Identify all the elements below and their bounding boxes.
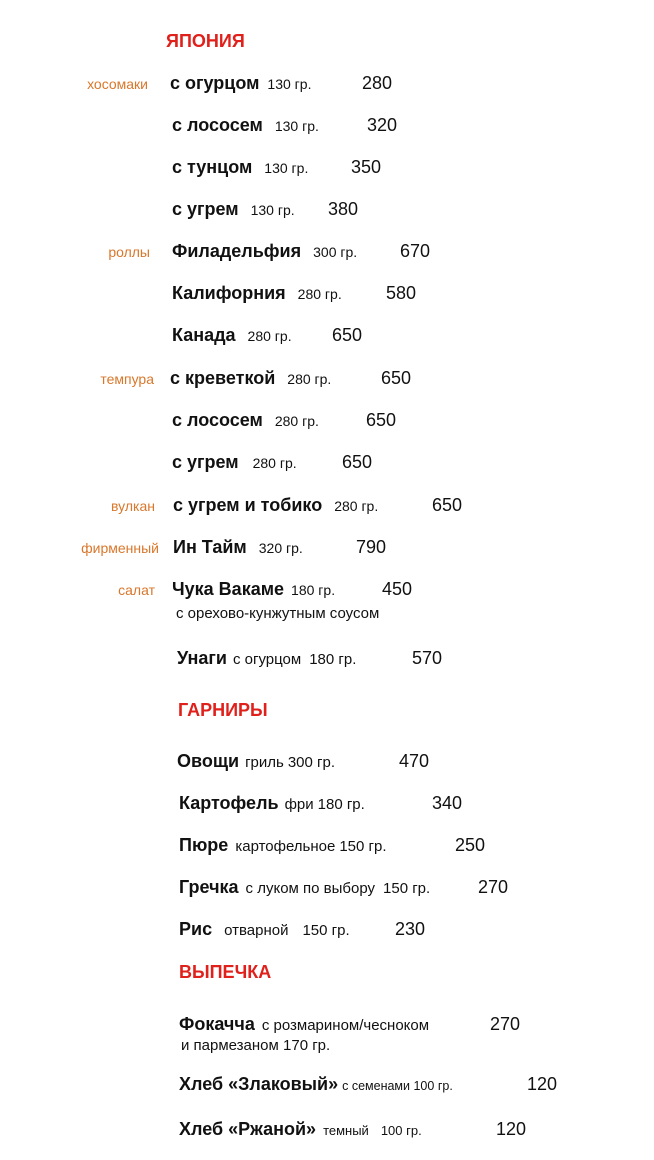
- menu-item: [179, 793, 365, 814]
- item-name: Пюре: [179, 835, 229, 855]
- item-weight: 280 гр.: [334, 498, 379, 514]
- item-name: Канада: [172, 325, 236, 345]
- menu-item: [172, 199, 295, 220]
- item-price: 320: [367, 115, 398, 135]
- item-name: с угрем: [172, 452, 239, 472]
- section-title-sides: ГАРНИРЫ: [178, 700, 268, 720]
- menu-item: [173, 537, 303, 558]
- menu-item: [179, 877, 430, 898]
- item-price: 250: [455, 835, 486, 855]
- menu-item: [172, 157, 308, 178]
- item-name: Фокачча: [179, 1014, 255, 1034]
- item-description: картофельное: [235, 838, 336, 855]
- item-name: Хлеб «Ржаной»: [179, 1119, 317, 1139]
- item-description: фри: [284, 796, 314, 813]
- item-name: Чука Вакаме: [172, 579, 285, 599]
- item-name: Калифорния: [172, 283, 286, 303]
- item-description: темный: [323, 1123, 369, 1138]
- item-price: 580: [386, 283, 417, 303]
- item-weight: 180 гр.: [317, 796, 365, 813]
- item-weight: 280 гр.: [297, 286, 342, 302]
- item-weight: 130 гр.: [250, 202, 295, 218]
- menu-item: [172, 410, 319, 431]
- item-name: Рис: [179, 919, 213, 939]
- item-name: Ин Тайм: [173, 537, 247, 557]
- menu-item: [170, 73, 311, 94]
- item-weight: 300 гр.: [287, 754, 336, 771]
- item-price: 570: [412, 648, 443, 668]
- item-name: Картофель: [179, 793, 279, 813]
- item-name: Хлеб «Злаковый»: [179, 1074, 339, 1094]
- menu-item: [172, 283, 342, 304]
- item-weight: 180 гр.: [309, 651, 357, 668]
- item-weight: 150 гр.: [302, 922, 350, 939]
- item-price: 280: [362, 73, 393, 93]
- item-weight: 300 гр.: [313, 244, 358, 260]
- item-weight: 130 гр.: [274, 118, 319, 134]
- menu-item: [172, 115, 319, 136]
- item-weight: 180 гр.: [291, 582, 336, 598]
- item-description: с луком по выбору: [245, 880, 376, 897]
- item-name: с лососем: [172, 115, 263, 135]
- menu-item: [172, 241, 357, 262]
- item-name: с угрем: [172, 199, 239, 219]
- item-name: с креветкой: [170, 368, 276, 388]
- category-tempura: темпура: [100, 371, 154, 387]
- menu-item: [179, 919, 350, 940]
- item-description: гриль: [245, 754, 284, 771]
- menu-item: [172, 325, 292, 346]
- item-name: Унаги: [177, 648, 227, 668]
- menu-item: [179, 835, 387, 856]
- item-price: 650: [432, 495, 463, 515]
- item-weight: 320 гр.: [258, 540, 303, 556]
- item-name: с тунцом: [172, 157, 253, 177]
- item-price: 790: [356, 537, 387, 557]
- item-note: с орехово-кунжутным соусом: [176, 605, 380, 622]
- item-price: 470: [399, 751, 430, 771]
- item-weight: 100 гр.: [380, 1123, 422, 1138]
- item-price: 270: [478, 877, 509, 897]
- category-rolls: роллы: [108, 244, 150, 260]
- item-weight: 130 гр.: [264, 160, 309, 176]
- item-name: Гречка: [179, 877, 239, 897]
- category-salad: салат: [118, 582, 155, 598]
- item-price: 450: [382, 579, 413, 599]
- item-name: с лососем: [172, 410, 263, 430]
- item-price: 650: [342, 452, 373, 472]
- item-price: 230: [395, 919, 426, 939]
- menu-item: [172, 579, 335, 600]
- menu-item: [177, 648, 356, 669]
- item-description: с розмарином/чесноком: [261, 1017, 430, 1034]
- item-price: 270: [490, 1014, 521, 1034]
- item-weight: 280 гр.: [287, 371, 332, 387]
- item-price: 380: [328, 199, 359, 219]
- menu-item: [173, 495, 378, 516]
- item-price: 670: [400, 241, 431, 261]
- item-weight: 280 гр.: [274, 413, 319, 429]
- item-price: 120: [496, 1119, 527, 1139]
- item-weight: 150 гр.: [383, 880, 431, 897]
- item-name: с угрем и тобико: [173, 495, 323, 515]
- item-description: с семенами 100 гр.: [342, 1079, 453, 1093]
- item-price: 340: [432, 793, 463, 813]
- menu-item: [179, 1074, 453, 1095]
- category-hosomaki: хосомаки: [87, 76, 148, 92]
- item-description: с огурцом: [232, 651, 302, 668]
- item-description: отварной: [224, 922, 289, 939]
- item-name: Овощи: [177, 751, 240, 771]
- item-weight: 150 гр.: [339, 838, 387, 855]
- item-weight: 280 гр.: [252, 455, 297, 471]
- item-weight: 130 гр.: [267, 76, 312, 92]
- item-name: Филадельфия: [172, 241, 302, 261]
- item-price: 650: [381, 368, 412, 388]
- item-note: и пармезаном 170 гр.: [181, 1037, 331, 1054]
- item-price: 120: [527, 1074, 558, 1094]
- section-title-japan: ЯПОНИЯ: [166, 31, 245, 51]
- item-name: с огурцом: [170, 73, 260, 93]
- menu-item: [179, 1119, 422, 1140]
- section-title-bakery: ВЫПЕЧКА: [179, 962, 272, 982]
- item-weight: 280 гр.: [247, 328, 292, 344]
- category-signature: фирменный: [81, 540, 159, 556]
- item-price: 650: [332, 325, 363, 345]
- menu-item: [170, 368, 331, 389]
- item-price: 350: [351, 157, 382, 177]
- menu-item: [177, 751, 335, 772]
- menu-item: [172, 452, 297, 473]
- category-volcano: вулкан: [111, 498, 155, 514]
- item-price: 650: [366, 410, 397, 430]
- menu-item: [179, 1014, 429, 1035]
